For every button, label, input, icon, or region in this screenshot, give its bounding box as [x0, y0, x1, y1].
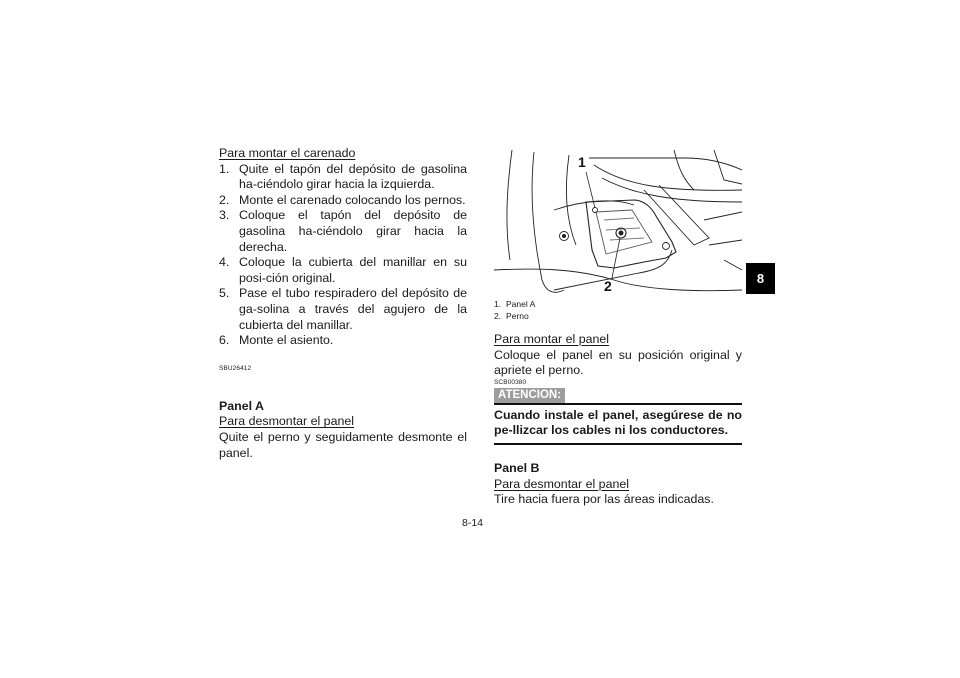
figure-legend — [494, 298, 742, 322]
caution-header — [494, 388, 742, 405]
remove-panel-text: Quite el perno y seguidamente desmonte el panel. — [219, 429, 467, 460]
section-title-remove-panel-b: Para desmontar el panel — [494, 476, 630, 491]
reference-code: SBU26412 — [219, 364, 252, 372]
step-text: Monte el carenado colocando los pernos. — [239, 192, 466, 207]
step-number: 3. — [219, 208, 230, 223]
page-number: 8-14 — [462, 517, 484, 529]
caution-text: Cuando instale el panel, asegúrese de no pe-llizcar los cables ni los conductores. — [494, 405, 742, 445]
legend-item: 1. Panel A — [494, 299, 536, 309]
step-item — [219, 193, 467, 209]
caution-box — [494, 388, 742, 445]
callout-2: 2 — [604, 278, 612, 294]
callout-1: 1 — [578, 154, 586, 170]
panel-a-illustration — [494, 150, 742, 295]
section-title-install-panel: Para montar el panel — [494, 332, 610, 346]
step-item — [219, 208, 467, 255]
step-text: Coloque el tapón del depósito de gasolina ha-ciéndolo girar hacia la derecha. — [239, 208, 467, 254]
step-number: 2. — [219, 192, 230, 207]
panel-b-remove-text: Tire hacia fuera por las áreas indicadas. — [494, 492, 714, 507]
step-number: 4. — [219, 255, 230, 270]
step-item — [219, 255, 467, 286]
left-column — [219, 146, 467, 461]
panel-b-heading: Panel B — [494, 460, 540, 475]
step-text: Coloque la cubierta del manillar en su posi-ción original. — [239, 255, 467, 285]
step-item — [219, 162, 467, 193]
panel-a-heading: Panel A — [219, 398, 264, 413]
section-title-install-fairing: Para montar el carenado — [219, 146, 356, 160]
step-number: 6. — [219, 333, 230, 348]
step-text: Quite el tapón del depósito de gasolina ha-ciéndolo girar hacia la izquierda. — [239, 161, 467, 192]
step-item — [219, 333, 467, 349]
caution-label: ATENCION: — [494, 388, 565, 403]
legend-item: 2. Perno — [494, 311, 529, 321]
step-text: Monte el asiento. — [239, 333, 334, 348]
right-column — [494, 332, 742, 508]
caution-code: SCB00380 — [494, 378, 527, 386]
install-steps-list — [219, 162, 467, 349]
step-item — [219, 286, 467, 333]
step-number: 1. — [219, 161, 230, 176]
atv-panel-drawing — [494, 150, 742, 295]
step-number: 5. — [219, 286, 230, 301]
install-panel-text: Coloque el panel en su posición original y apriete el perno. — [494, 347, 742, 378]
section-title-remove-panel: Para desmontar el panel — [219, 414, 355, 429]
chapter-tab: 8 — [746, 263, 775, 294]
step-text: Pase el tubo respiradero del depósito de ga-solina a través del agujero de la cubierta del manillar. — [239, 286, 467, 332]
